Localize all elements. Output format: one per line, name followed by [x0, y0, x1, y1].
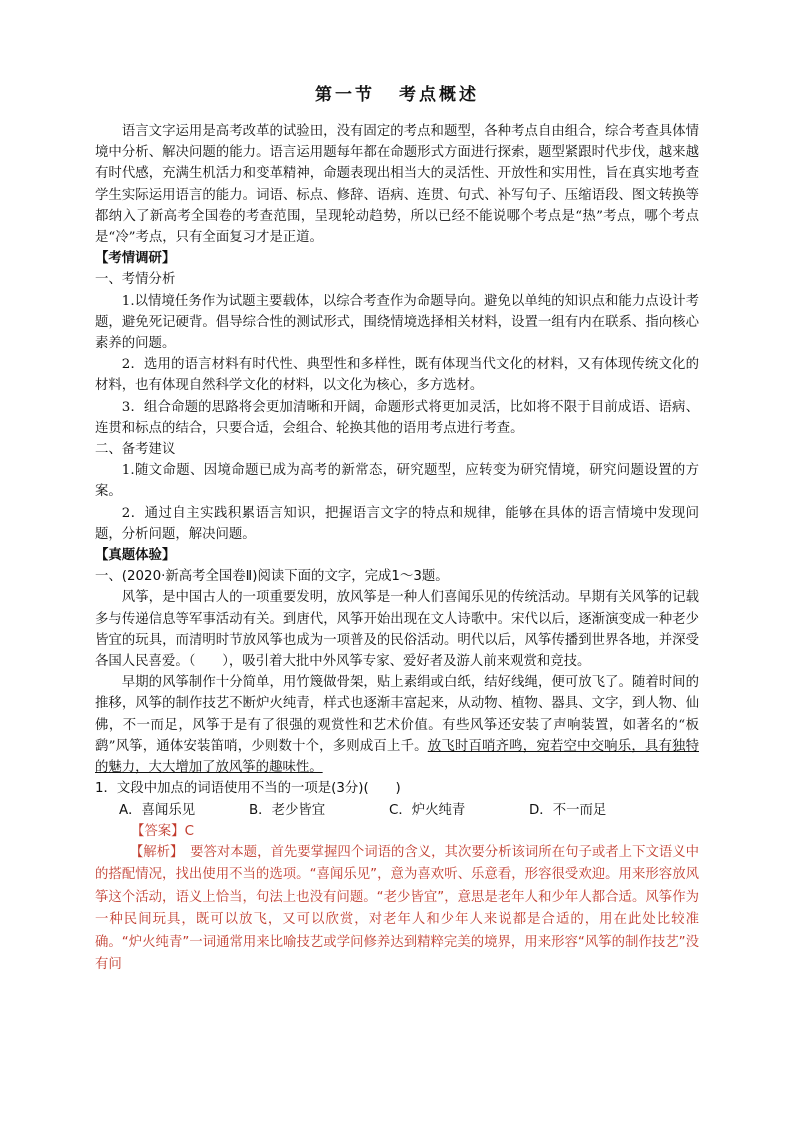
exam-prompt: 一、(2020·新高考全国卷Ⅱ)阅读下面的文字，完成1～3题。: [95, 569, 449, 585]
part1-title: 一、考情分析: [95, 272, 176, 288]
exam-heading: 【真题体验】: [95, 548, 176, 564]
underlined-sentence: 放飞时百哨齐鸣，宛若空中交响乐，具有独特的魅力，大大增加了放风筝的趣味性。: [95, 738, 699, 776]
answer-options: [95, 800, 699, 821]
answer-label: 【答案】: [131, 823, 185, 839]
part1-item-3: 3．组合命题的思路将会更加清晰和开阔，命题形式将更加灵活，比如将不限于目前成语、语病、连贯和标点的结合，只要合适，会组合、轮换其他的语用考点进行考查。: [95, 399, 699, 436]
analysis-text: 要答对本题，首先要掌握四个词语的含义，其次要分析该词所在句子或者上下文语义中的搭配情况，找出使用不当的选项。“喜闻乐见”，意为喜欢听、乐意看，形容很受欢迎。用来形容放风筝这个活动，语义上恰当，句法上也没有问题。“老少皆宜”，意思是老年人和少年人都合适。风筝作为一种民间玩具，既可以放飞，又可以欣赏，对老年人和少年人来说都是合适的，用在此处比较准确。“炉火纯青”一词通常用来比喻技艺或学问修养达到精粹完美的境界，用来形容“风筝的制作技艺”没有问: [95, 844, 700, 972]
question-1: 1．文段中加点的词语使用不当的一项是(3分)( ): [95, 781, 401, 797]
answer-value: C: [184, 823, 194, 839]
part2-item-1: 1.随文命题、因境命题已成为高考的新常态，研究题型，应转变为研究情境，研究问题设置的方案。: [95, 463, 699, 500]
option-c: C．炉火纯青: [389, 802, 466, 818]
survey-heading: 【考情调研】: [95, 251, 176, 267]
passage-paragraph-2: [95, 672, 699, 778]
analysis-paragraph: [95, 842, 699, 977]
analysis-label: 【解析】: [129, 844, 177, 860]
part1-item-2: 2．选用的语言材料有时代性、典型性和多样性，既有体现当代文化的材料，又有体现传统文化的材料，也有体现自然科学文化的材料，以文化为核心，多方选材。: [95, 357, 699, 394]
document-page: [95, 80, 699, 977]
part2-item-2: 2．通过自主实践积累语言知识，把握语言文字的特点和规律，能够在具体的语言情境中发现问题，分析问题，解决问题。: [95, 505, 699, 542]
option-a: A．喜闻乐见: [119, 802, 196, 818]
part1-item-1: 1.以情境任务作为试题主要载体，以综合考查作为命题导向。避免以单纯的知识点和能力点设计考题，避免死记硬背。倡导综合性的测试形式，围绕情境选择相关材料，设置一组有内在联系、指向核心素养的问题。: [95, 293, 699, 352]
passage-paragraph-2-text: 早期的风筝制作十分简单，用竹篾做骨架，贴上素绢或白纸，结好线绳，便可放飞了。随着时间的推移，风筝的制作技艺不断炉火纯青，样式也逐渐丰富起来，从动物、植物、器具、文字，到人物、仙佛，不一而足，风筝于是有了很强的观赏性和艺术价值。有些风筝还安装了声响装置，如著名的“板鹞”风筝，通体安装笛哨，少则数十个，多则成百上千。: [95, 675, 699, 754]
section-name: 考点概述: [399, 85, 479, 105]
part2-title: 二、备考建议: [95, 442, 176, 458]
option-d: D．不一而足: [529, 802, 607, 818]
section-number: 第一节: [315, 85, 375, 105]
answer-line: [95, 821, 699, 842]
option-b: B．老少皆宜: [249, 802, 326, 818]
page-title: [95, 80, 699, 105]
intro-paragraph: 语言文字运用是高考改革的试验田，没有固定的考点和题型，各种考点自由组合，综合考查具体情境中分析、解决问题的能力。语言运用题每年都在命题形式方面进行探索，题型紧跟时代步伐，越来越有时代感，充满生机活力和变革精神，命题表现出相当大的灵活性、开放性和实用性，旨在真实地考查学生实际运用语言的能力。词语、标点、修辞、语病、连贯、句式、补写句子、压缩语段、图文转换等都纳入了新高考全国卷的考查范围，呈现轮动趋势，所以已经不能说哪个考点是“热”考点，哪个考点是“冷”考点，只有全面复习才是正道。: [95, 124, 699, 246]
passage-paragraph-1: 风筝，是中国古人的一项重要发明，放风筝是一种人们喜闻乐见的传统活动。早期有关风筝的记载多与传递信息等军事活动有关。到唐代，风筝开始出现在文人诗歌中。宋代以后，逐渐演变成一种老少皆宜的玩具，而清明时节放风筝也成为一项普及的民俗活动。明代以后，风筝传播到世界各地，并深受各国人民喜爱。（ ），吸引着大批中外风筝专家、爱好者及游人前来观赏和竞技。: [95, 590, 699, 670]
